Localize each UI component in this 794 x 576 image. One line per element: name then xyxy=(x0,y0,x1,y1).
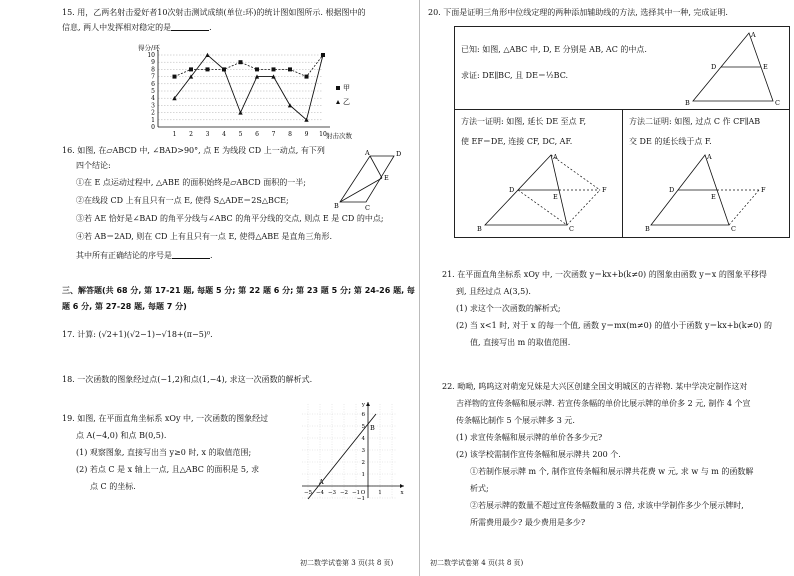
q22-sub-1: ①若制作展示牌 m 个, 制作宣传条幅和展示牌共花费 w 元, 求 w 与 m 的函数解 xyxy=(470,467,754,476)
svg-text:E: E xyxy=(553,193,558,201)
q21-part-1: (1) 求这个一次函数的解析式; xyxy=(456,304,561,313)
svg-text:D: D xyxy=(509,186,515,194)
legend-yi: 乙 xyxy=(343,98,350,106)
point-jia xyxy=(189,67,193,71)
series-line-yi xyxy=(175,55,324,120)
x-tick-label: 3 xyxy=(205,131,210,138)
y-tick-label: 0 xyxy=(151,124,155,131)
q16-line-2: 四个结论: xyxy=(76,161,111,170)
label-C: C xyxy=(365,204,370,212)
q18-text: 18. 一次函数的图象经过点(−1,2)和点(1,−4), 求这一次函数的解析式. xyxy=(62,375,313,384)
label-D: D xyxy=(396,150,402,158)
point-A-label: A xyxy=(319,478,324,486)
q16-line-1: 16. 如图, 在▱ABCD 中, ∠BAD>90°, 点 E 为线段 CD 上一动点, 有下列 xyxy=(62,146,325,155)
x-tick-label: 4 xyxy=(222,131,226,138)
y-tick-label: 2 xyxy=(151,109,155,117)
triangle-figure-main xyxy=(679,29,789,107)
q22-part-2: (2) 该学校需制作宣传条幅和展示牌共 200 个. xyxy=(456,450,621,459)
svg-text:F: F xyxy=(761,186,766,194)
y-tick-label: 10 xyxy=(147,52,155,59)
svg-text:F: F xyxy=(602,186,607,194)
question-15: 15. 用，乙两名射击爱好者10次射击测试成绩(单位:环)的统计图如图所示. 根据图中的 信息, 两人中发挥相对稳定的是 . xyxy=(62,8,412,33)
footer-right: 初二数学试卷第 4 页(共 8 页) xyxy=(430,559,524,568)
x-tick-label: 7 xyxy=(271,131,276,138)
q16-statement-3: ③若 AE 恰好是∠BAD 的角平分线与∠ABC 的角平分线的交点, 则点 E 是 CD 的中点; xyxy=(76,214,384,223)
q20-method-2-line-1: 方法二证明: 如图, 过点 C 作 CF∥AB xyxy=(629,117,761,126)
y-tick-label: 5 xyxy=(151,88,155,95)
graph-x-tick: −2 xyxy=(339,490,349,496)
graph-x-tick: 1 xyxy=(378,490,382,496)
y-tick-label: 9 xyxy=(151,59,155,67)
graph-x-tick: O xyxy=(360,490,366,496)
q16-line-7: 其中所有正确结论的序号是 xyxy=(76,251,172,260)
q20-known: 已知: 如图, △ABC 中, D, E 分别是 AB, AC 的中点. xyxy=(461,45,647,54)
legend-jia: 甲 xyxy=(343,84,350,92)
label-B: B xyxy=(334,202,339,210)
section-3-line-1: 三、解答题(共 68 分, 第 17-21 题, 每题 5 分; 第 22 题 6 分; 第 23 题 5 分; 第 24-26 题, 每 xyxy=(62,286,415,295)
graph-y-tick: 2 xyxy=(361,460,365,466)
graph-x-tick: x xyxy=(400,490,404,496)
graph-y-tick: 1 xyxy=(361,472,365,478)
graph-y-tick: 6 xyxy=(361,412,365,418)
graph-x-tick: −3 xyxy=(327,490,337,496)
right-page xyxy=(420,0,794,576)
x-tick-label: 10 xyxy=(319,131,327,138)
svg-text:D: D xyxy=(669,186,675,194)
box-v-divider xyxy=(622,109,623,237)
series-line-jia xyxy=(175,55,324,77)
q17-text: 17. 计算: (√2+1)(√2−1)−√18+(π−5)⁰. xyxy=(62,330,213,339)
legend-jia-marker xyxy=(336,86,340,90)
svg-text:B: B xyxy=(685,99,690,107)
q22-sub-2-cont: 所需费用最少? 最少费用是多少? xyxy=(470,518,586,527)
parallelogram-figure xyxy=(332,146,412,216)
svg-text:A: A xyxy=(553,153,558,161)
graph-x-tick: −5 xyxy=(303,490,313,496)
svg-text:B: B xyxy=(477,225,482,233)
q22-sub-2: ②若展示牌的数量不超过宣传条幅数量的 3 倍, 求该中学制作多少个展示牌时, xyxy=(470,501,744,510)
chart-x-label: 射击次数 xyxy=(326,132,352,140)
y-tick-label: 6 xyxy=(151,80,155,88)
q19-line-2: 点 A(−4,0) 和点 B(0,5). xyxy=(76,431,167,440)
x-tick-label: 1 xyxy=(172,131,177,138)
y-tick-label: 4 xyxy=(151,95,155,103)
section-3-header xyxy=(62,286,415,312)
q21-line-1: 21. 在平面直角坐标系 xOy 中, 一次函数 y＝kx+b(k≠0) 的图象由函数 y＝x 的图象平移得 xyxy=(442,270,767,279)
label-E: E xyxy=(384,174,389,182)
point-jia xyxy=(239,60,243,64)
question-21 xyxy=(442,270,788,348)
svg-text:C: C xyxy=(731,225,736,233)
point-B-label: B xyxy=(370,424,375,432)
q22-line-1: 22. 呦呦, 呜呜这对萌宠兄妹是大兴区创建全国文明城区的吉祥物. 某中学决定制作这对 xyxy=(442,382,748,391)
q22-sub-1-cont: 析式; xyxy=(470,484,489,493)
graph-y-tick: −1 xyxy=(356,496,365,500)
svg-text:A: A xyxy=(707,153,712,161)
q19-part-1: (1) 观察图象, 直接写出当 y≥0 时, x 的取值范围; xyxy=(76,448,252,457)
q15-line-2: 信息, 两人中发挥相对稳定的是 xyxy=(62,23,172,32)
q20-proof-box xyxy=(454,26,790,238)
triangle-figure-method-1 xyxy=(475,151,615,235)
coordinate-graph xyxy=(300,400,412,500)
y-tick-label: 3 xyxy=(151,102,155,110)
section-3-line-2: 题 6 分, 第 27-28 题, 每题 7 分) xyxy=(62,302,187,311)
q22-line-2: 吉祥物的宣传条幅和展示牌. 若宣传条幅的单价比展示牌的单价多 2 元, 制作 4 个宣 xyxy=(456,399,751,408)
q20-method-2-line-2: 交 DE 的延长线于点 F. xyxy=(629,137,712,146)
answer-blank xyxy=(171,22,209,31)
q19-line-1: 19. 如图, 在平面直角坐标系 xOy 中, 一次函数的图象经过 xyxy=(62,414,269,423)
q19-line-5: 点 C 的坐标. xyxy=(90,482,136,491)
label-A: A xyxy=(365,149,370,157)
svg-text:E: E xyxy=(711,193,716,201)
q19-part-2: (2) 若点 C 是 x 轴上一点, 且△ABC 的面积是 5, 求 xyxy=(76,465,260,474)
graph-x-tick: −1 xyxy=(351,490,361,496)
chart-y-label: 得分/环 xyxy=(138,44,160,52)
question-22 xyxy=(442,382,788,528)
y-tick-label: 1 xyxy=(151,116,155,124)
graph-y-tick: 4 xyxy=(361,436,365,442)
y-tick-label: 8 xyxy=(151,66,155,74)
q20-prove: 求证: DE∥BC, 且 DE＝½BC. xyxy=(461,71,569,80)
question-16: 16. 如图, 在▱ABCD 中, ∠BAD>90°, 点 E 为线段 CD 上一动点, 有下列 四个结论: ①在 E 点运动过程中, △ABE 的面积始终是▱ABCD 面积的一半; ②在线段 CD 上有且只有一点 E, 使得 S△ADE＝2S△BCE; ③若 AE 恰好是∠BAD 的角平分线与∠ABC 的角平分线的交点, 则点 E 是 CD 的中点; ④若 AB＝2AD, 则在 CD 上有且只有一点 E, 使得△ABE 是直角三角形. 其中所有正确结论的序号是 . xyxy=(62,146,412,261)
graph-y-tick: 3 xyxy=(361,448,365,454)
point-jia xyxy=(255,67,259,71)
q15-line-1: 15. 用，乙两名射击爱好者10次射击测试成绩(单位:环)的统计图如图所示. 根据图中的 xyxy=(62,8,366,17)
graph-x-tick: −4 xyxy=(315,490,325,496)
x-tick-label: 6 xyxy=(255,131,259,138)
q16-statement-1: ①在 E 点运动过程中, △ABE 的面积始终是▱ABCD 面积的一半; xyxy=(76,178,306,187)
point-jia xyxy=(272,67,276,71)
point-jia xyxy=(288,67,292,71)
answer-blank xyxy=(172,250,210,259)
q20-intro: 20. 下面是证明三角形中位线定理的两种添加辅助线的方法, 选择其中一种, 完成证明. xyxy=(428,8,728,17)
q20-method-1-line-1: 方法一证明: 如图, 延长 DE 至点 F, xyxy=(461,117,587,126)
footer-left: 初二数学试卷第 3 页(共 8 页) xyxy=(300,559,394,568)
point-jia xyxy=(206,67,210,71)
svg-text:E: E xyxy=(763,63,768,71)
x-tick-label: 9 xyxy=(304,131,309,138)
graph-y-tick: y xyxy=(361,402,365,408)
q22-line-3: 传条幅比制作 5 个展示牌多 3 元. xyxy=(456,416,575,425)
q22-part-1: (1) 求宣传条幅和展示牌的单价各多少元? xyxy=(456,433,603,442)
q20-method-1-line-2: 使 EF＝DE, 连接 CF, DC, AF. xyxy=(461,137,573,146)
q21-line-5: 值, 直接写出 m 的取值范围. xyxy=(470,338,571,347)
point-jia xyxy=(305,75,309,79)
point-jia xyxy=(173,75,177,79)
q16-statement-4: ④若 AB＝2AD, 则在 CD 上有且只有一点 E, 使得△ABE 是直角三角形. xyxy=(76,232,333,241)
graph-y-tick: 5 xyxy=(361,424,365,430)
svg-text:D: D xyxy=(711,63,717,71)
svg-text:B: B xyxy=(645,225,650,233)
triangle-figure-method-2 xyxy=(645,151,785,235)
x-tick-label: 5 xyxy=(238,131,243,138)
legend-yi-marker xyxy=(336,100,340,104)
q21-line-2: 到, 且经过点 A(3,5). xyxy=(456,287,531,296)
svg-text:C: C xyxy=(569,225,574,233)
q16-statement-2: ②在线段 CD 上有且只有一点 E, 使得 S△ADE＝2S△BCE; xyxy=(76,196,289,205)
q21-part-2: (2) 当 x<1 时, 对于 x 的每一个值, 函数 y＝mx(m≠0) 的值小于函数 y＝kx+b(k≠0) 的 xyxy=(456,321,773,330)
svg-text:C: C xyxy=(775,99,780,107)
question-17 xyxy=(62,330,412,340)
y-tick-label: 7 xyxy=(151,73,155,81)
question-18 xyxy=(62,375,412,385)
x-tick-label: 2 xyxy=(189,131,193,138)
svg-text:A: A xyxy=(751,31,756,39)
x-tick-label: 8 xyxy=(288,131,292,138)
shooting-score-chart xyxy=(130,44,360,140)
